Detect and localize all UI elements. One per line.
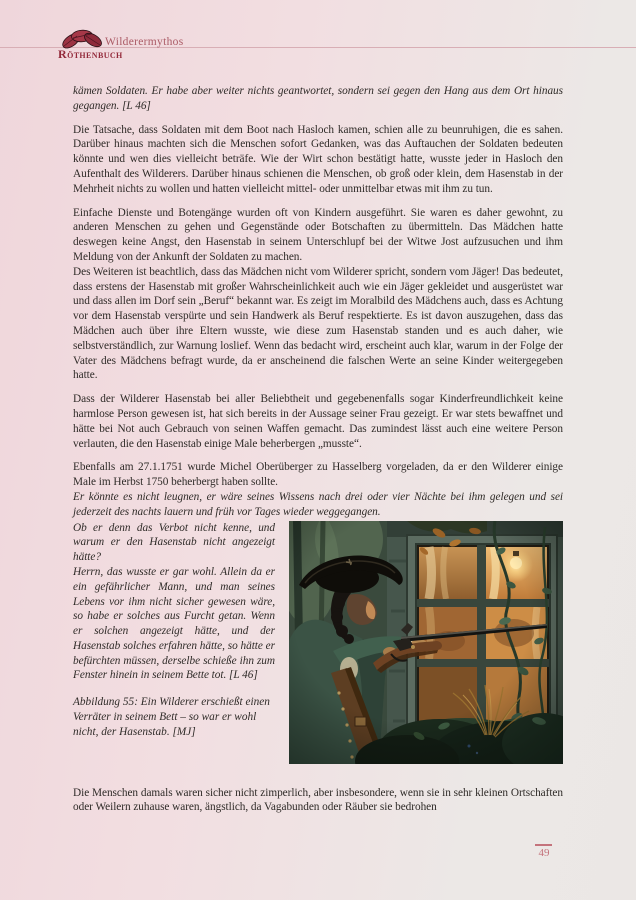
page-body <box>73 84 563 815</box>
paragraph: Die Menschen damals waren sicher nicht zimperlich, aber insbesondere, wenn sie in sehr kleinen Ortschaften oder Weilern zuhause waren, ängstlich, da Vagabunden oder Räuber sie bedrohen <box>73 786 563 814</box>
page-number-rule <box>535 844 552 846</box>
chapter-title: Wilderermythos <box>105 36 184 48</box>
page-number: 49 <box>538 847 550 859</box>
paragraph: Des Weiteren ist beachtlich, dass das Mädchen nicht vom Wilderer spricht, sondern vom Jäger! Das bedeutet, dass erstens der Hasenstab mit großer Wahrscheinlichkeit auch wie ein Jäger gekleidet und ausgerüstet war und dass allen im Dorf sein „Beruf“ bekannt war. Es zeigt im Moralbild des Mädchens auch, dass es Achtung vor dem Hasenstab verspürte und sein Handwerk als Beruf respektierte. Es ist davon auszugehen, dass das Mädchen auch über ihre Eltern wusste, wie diese zum Hasenstab standen und es auch daher, wie selbstverständlich, zur Warnung loslief. Wenn das bedacht wird, erscheint auch klar, warum in der Folge der Vater des Mädchens befragt wurde, da er anscheinend die falschen Werte an seine Kinder weitergegeben hatte. <box>73 265 563 382</box>
paragraph-quote: Er könnte es nicht leugnen, er wäre seines Wissens nach drei oder vier Nächte bei ihm gelegen und sei jederzeit des nachts lauern und früh vor Tages wieder weggegangen. <box>73 490 563 518</box>
paragraph-quote: Herrn, das wusste er gar wohl. Allein da er ein gefährlicher Mann, und man seines Lebens vor ihm nicht sicher gewesen wäre, so habe er solches aus Furcht getan. Wenn er solchen angezeigt hätte, und der Hasenstab solches erfahren hätte, so hätte er befürchten müssen, derselbe schieße ihn zum Fenster hinein in seinem Bette tot. [L 46] <box>73 565 275 682</box>
wilderer-window-illustration <box>289 521 563 764</box>
paragraph: Ebenfalls am 27.1.1751 wurde Michel Oberüberger zu Hasselberg vorgeladen, da er den Wilderer einige Male im Herbst 1750 beherbergt haben sollte. <box>73 461 563 489</box>
figure-caption: Abbildung 55: Ein Wilderer erschießt einen Verräter in seinem Bett – so war er wohl nicht, der Hasenstab. [MJ] <box>73 696 270 738</box>
paragraph: Einfache Dienste und Botengänge wurden oft von Kindern ausgeführt. Sie waren es daher gewohnt, zu anderen Menschen zu gehen und Gegenstände oder Botschaften zu übermitteln. Das Mädchen hatte deswegen keine Angst, den Hasenstab in seinem Unterschlupf bei der Witwe Jost aufzusuchen und ihm Meldung von der Ankunft der Soldaten zu machen. <box>73 206 563 263</box>
paragraph: Die Tatsache, dass Soldaten mit dem Boot nach Hasloch kamen, schien alle zu beunruhigen, die es sahen. Darüber hinaus machten sich die Menschen sofort Gedanken, was das Auftauchen der Soldaten bedeuten könnte und wen dies vielleicht beträfe. Wie der Wirt schon bestätigt hatte, wusste jeder in Hasloch den Aufenthalt des Wilderers. Darüber hinaus schienen die Menschen, ob groß oder klein, dem Hasenstab in der Mehrheit nichts zu wollen und hatten vielleicht mittel- oder unmittelbar etwas mit ihm zu tun. <box>73 123 563 195</box>
paragraph: Dass der Wilderer Hasenstab bei aller Beliebtheit und gegebenenfalls sogar Kinderfreundlichkeit keine harmlose Person gewesen ist, hat sich bereits in der Aussage seiner Frau gezeigt. Er war stets bewaffnet und hätte bei Not auch Gebrauch von seinen Waffen gemacht. Das zumindest lässt auch eine weitere Person verlauten, die den Hasenstab einige Male beherbergen „musste“. <box>73 393 563 450</box>
figure-photo <box>289 521 563 764</box>
figure-text-column <box>73 521 275 740</box>
figure-section <box>73 521 563 764</box>
paragraph-quote: Ob er denn das Verbot nicht kenne, und warum er den Hasenstab nicht angezeigt hätte? <box>73 521 275 564</box>
publisher-name: Röthenbuch <box>58 47 123 61</box>
leaves-logo-icon <box>60 27 104 49</box>
paragraph-continuation: kämen Soldaten. Er habe aber weiter nichts geantwortet, sondern sei gegen den Hang aus dem Ort hinaus gegangen. [L 46] <box>73 85 563 112</box>
